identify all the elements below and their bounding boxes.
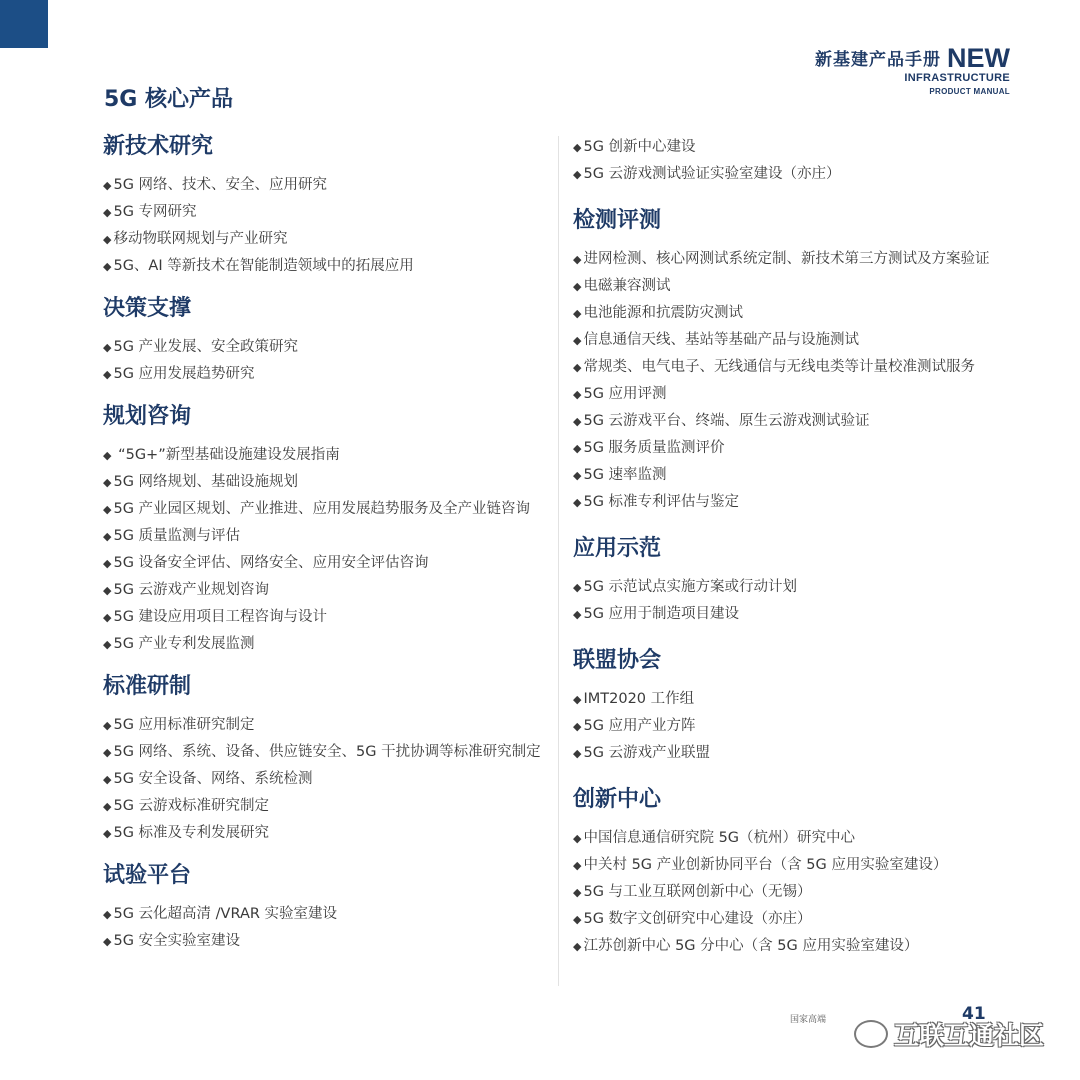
item-list — [573, 246, 1033, 516]
list-item: ◆ 5G 与工业互联网创新中心（无锡） — [573, 879, 1033, 906]
list-item: ◆ 5G 专网研究 — [103, 199, 548, 226]
item-list — [573, 134, 1033, 188]
list-item: ◆ 5G 数字文创研究中心建设（亦庄） — [573, 906, 1033, 933]
item-list — [103, 712, 548, 847]
list-item: ◆ 5G 应用标准研究制定 — [103, 712, 548, 739]
list-item: ◆ 电池能源和抗震防灾测试 — [573, 300, 1033, 327]
list-item: ◆ 信息通信天线、基站等基础产品与设施测试 — [573, 327, 1033, 354]
list-item: ◆ 5G 云游戏产业联盟 — [573, 740, 1033, 767]
brand-header — [815, 43, 1010, 97]
list-item: ◆ 5G 安全设备、网络、系统检测 — [103, 766, 548, 793]
list-item: ◆ IMT2020 工作组 — [573, 686, 1033, 713]
section — [103, 400, 548, 658]
list-item: ◆ 江苏创新中心 5G 分中心（含 5G 应用实验室建设） — [573, 933, 1033, 960]
item-list — [103, 172, 548, 280]
list-item: ◆ 5G 云化超高清 /VRAR 实验室建设 — [103, 901, 548, 928]
list-item: ◆ 5G 云游戏产业规划咨询 — [103, 577, 548, 604]
list-item: ◆ 电磁兼容测试 — [573, 273, 1033, 300]
right-column — [573, 134, 1033, 976]
list-item: ◆ 5G 云游戏标准研究制定 — [103, 793, 548, 820]
list-item: ◆ 5G 应用发展趋势研究 — [103, 361, 548, 388]
list-item: ◆ 5G、AI 等新技术在智能制造领域中的拓展应用 — [103, 253, 548, 280]
list-item: ◆ 5G 应用于制造项目建设 — [573, 601, 1033, 628]
list-item: ◆ 5G 速率监测 — [573, 462, 1033, 489]
item-list — [573, 825, 1033, 960]
wechat-icon — [854, 1020, 888, 1048]
column-divider — [558, 136, 559, 986]
list-item: ◆ 5G 质量监测与评估 — [103, 523, 548, 550]
section-title: 决策支撑 — [103, 296, 192, 321]
page-number: 41 — [962, 1004, 986, 1024]
list-item: ◆ 5G 创新中心建设 — [573, 134, 1033, 161]
brand-new-label: NEW — [947, 43, 1010, 73]
list-item: ◆ 5G 网络、系统、设备、供应链安全、5G 干扰协调等标准研究制定 — [103, 739, 548, 766]
section-title: 联盟协会 — [573, 648, 662, 673]
list-item: ◆ 5G 网络、技术、安全、应用研究 — [103, 172, 548, 199]
section-title: 标准研制 — [103, 674, 192, 699]
section — [103, 859, 548, 955]
list-item: ◆ 5G 产业专利发展监测 — [103, 631, 548, 658]
watermark — [854, 1016, 1044, 1052]
section-title: 检测评测 — [573, 208, 662, 233]
list-item: ◆ 移动物联网规划与产业研究 — [103, 226, 548, 253]
corner-block — [0, 0, 48, 48]
list-item: ◆ 5G 服务质量监测评价 — [573, 435, 1033, 462]
list-item: ◆ 常规类、电气电子、无线通信与无线电类等计量校准测试服务 — [573, 354, 1033, 381]
item-list — [103, 334, 548, 388]
section-title: 应用示范 — [573, 536, 662, 561]
section — [573, 134, 1033, 188]
list-item: ◆ 进网检测、核心网测试系统定制、新技术第三方测试及方案验证 — [573, 246, 1033, 273]
section-title: 试验平台 — [103, 863, 192, 888]
section-title: 创新中心 — [573, 787, 662, 812]
list-item: ◆ 5G 云游戏测试验证实验室建设（亦庄） — [573, 161, 1033, 188]
list-item: ◆ 5G 应用产业方阵 — [573, 713, 1033, 740]
list-item: ◆ “5G+”新型基础设施建设发展指南 — [103, 442, 548, 469]
list-item: ◆ 5G 产业园区规划、产业推进、应用发展趋势服务及全产业链咨询 — [103, 496, 548, 523]
item-list — [573, 686, 1033, 767]
list-item: ◆ 5G 产业发展、安全政策研究 — [103, 334, 548, 361]
section — [573, 532, 1033, 628]
section — [103, 292, 548, 388]
section — [573, 644, 1033, 767]
section — [573, 783, 1033, 960]
list-item: ◆ 5G 设备安全评估、网络安全、应用安全评估咨询 — [103, 550, 548, 577]
section — [103, 130, 548, 280]
brand-en-line1: INFRASTRUCTURE — [904, 72, 1010, 84]
list-item: ◆ 5G 应用评测 — [573, 381, 1033, 408]
section-title: 规划咨询 — [103, 404, 192, 429]
watermark-text: 互联互通社区 — [893, 1021, 1044, 1050]
section — [573, 204, 1033, 516]
item-list — [573, 574, 1033, 628]
list-item: ◆ 中关村 5G 产业创新协同平台（含 5G 应用实验室建设） — [573, 852, 1033, 879]
brand-en-line2: PRODUCT MANUAL — [929, 87, 1010, 96]
item-list — [103, 901, 548, 955]
item-list — [103, 442, 548, 658]
section — [103, 670, 548, 847]
list-item: ◆ 5G 标准及专利发展研究 — [103, 820, 548, 847]
section-title: 新技术研究 — [103, 134, 214, 159]
list-item: ◆ 5G 云游戏平台、终端、原生云游戏测试验证 — [573, 408, 1033, 435]
list-item: ◆ 5G 标准专利评估与鉴定 — [573, 489, 1033, 516]
page-title: 5G 核心产品 — [104, 87, 234, 112]
list-item: ◆ 5G 示范试点实施方案或行动计划 — [573, 574, 1033, 601]
left-column — [103, 130, 548, 967]
list-item: ◆ 5G 网络规划、基础设施规划 — [103, 469, 548, 496]
brand-cn-title: 新基建产品手册 — [815, 50, 941, 70]
list-item: ◆ 5G 建设应用项目工程咨询与设计 — [103, 604, 548, 631]
list-item: ◆ 中国信息通信研究院 5G（杭州）研究中心 — [573, 825, 1033, 852]
footer-text: 国家高端 — [790, 1015, 827, 1025]
list-item: ◆ 5G 安全实验室建设 — [103, 928, 548, 955]
